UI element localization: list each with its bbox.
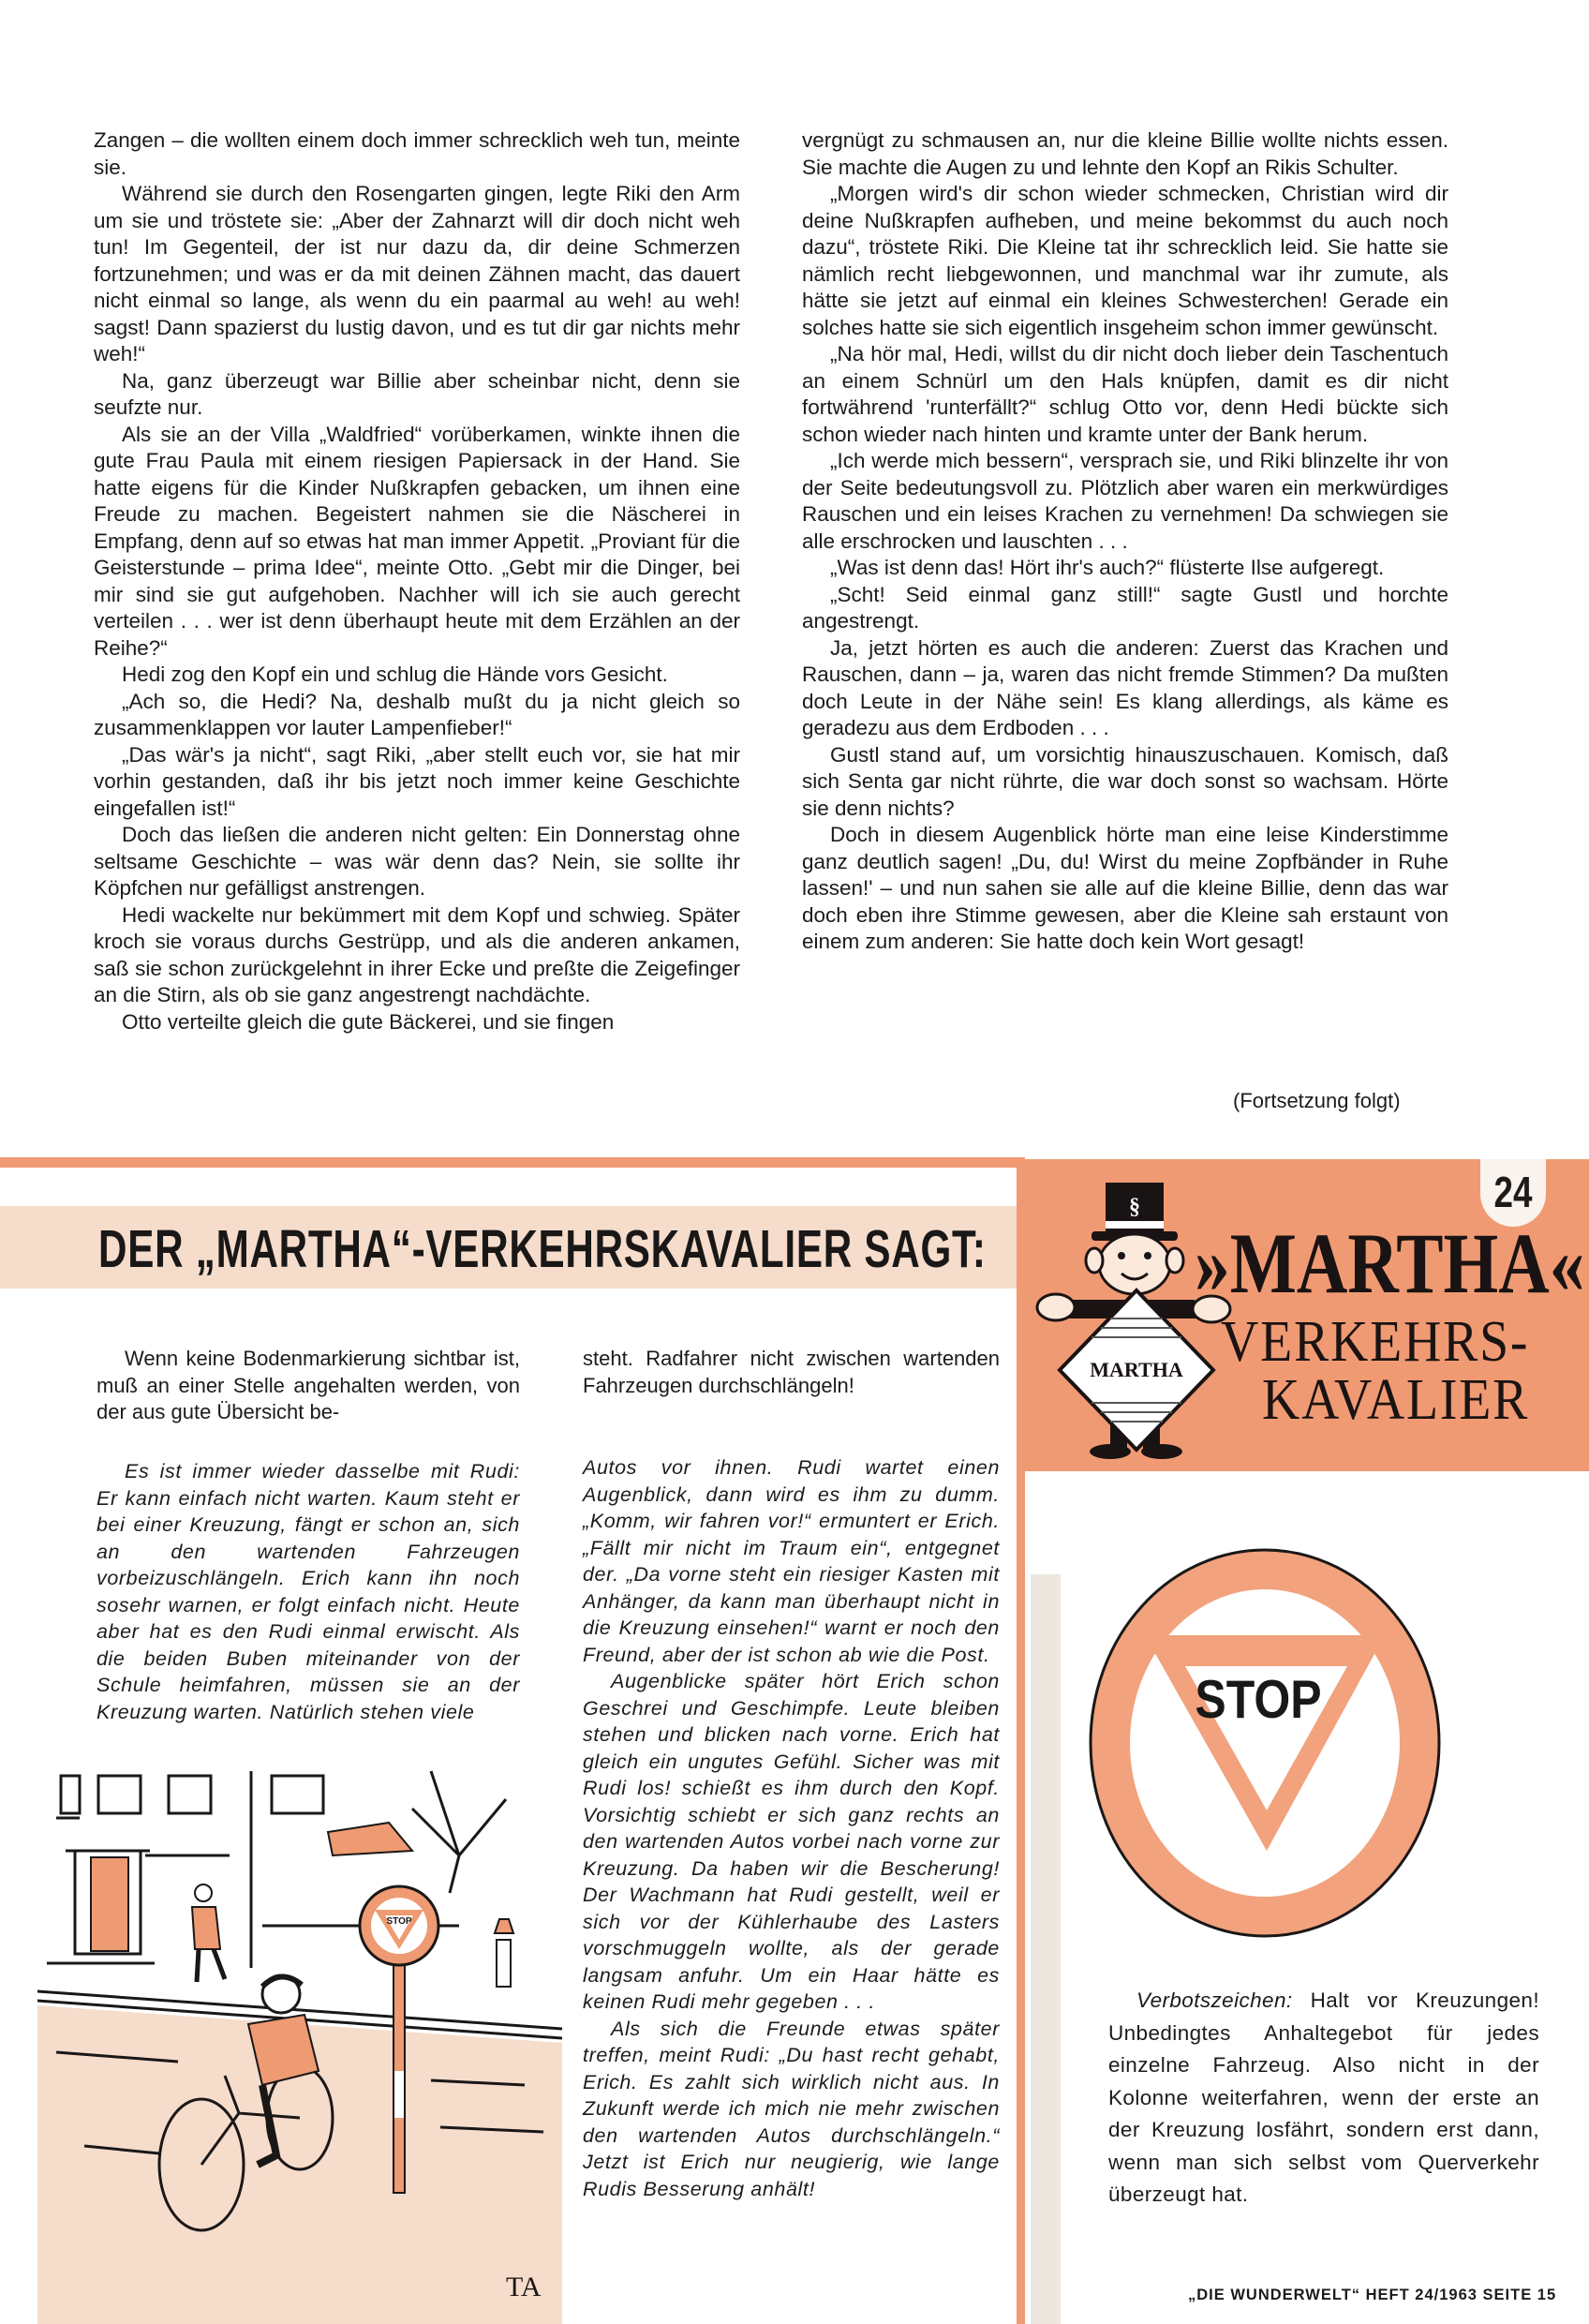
paragraph: Zangen – die wollten einem doch immer schrecklich weh tun, meinte sie.: [94, 128, 740, 179]
paragraph: Otto verteilte gleich die gute Bäckerei, und sie fingen: [122, 1009, 615, 1034]
paragraph: „Ach so, die Hedi? Na, deshalb mußt du ja nicht gleich so zusammenklappen vor lauter Lampenfieber!“: [94, 689, 740, 739]
martha-logo: [1017, 1159, 1589, 1471]
sign-caption: [1108, 1985, 1539, 2212]
paragraph: Augenblicke später hört Erich schon Geschrei und Geschimpfe. Leute bleiben stehen und blicken nach vorne. Erich hat gleich ein ungutes Gefühl. Sicher was mit Rudi los! schießt es ihm durch den Kopf. Vorsichtig schiebt er sich ganz rechts an den wartenden Autos vorbei nach vorne zur Kreuzung. Da haben wir die Bescherung! Der Wachmann hat Rudi gestellt, weil er sich vor der Kühlerhaube des Lasters vorschmuggeln wollte, als der gerade langsam anfuhr. Um ein Haar hätte es keinen Rudi mehr gegeben . . .: [583, 1670, 1000, 2013]
rudi-story-left: [97, 1458, 520, 1725]
logo-line2: KAVALIER: [1262, 1368, 1530, 1432]
paragraph: „Morgen wird's dir schon wieder schmecken, Christian wird dir deine Nußkrapfen aufheben, und meine bekommst du auch noch dazu“, tröstete Riki. Die Kleine tat ihr schrecklich leid. Sie hatte sie nämlich recht liebgewonnen, und manchmal war ihr zumute, als hätte sie jetzt auf einmal ein kleines Schwesterchen! Gerade ein solches hatte sie sich eigentlich insgeheim schon immer gewünscht.: [802, 182, 1448, 339]
paragraph: „Ich werde mich bessern“, versprach sie, und Riki blinzelte ihr von der Seite bedeutungsvoll zu. Plötzlich aber waren ein merkwürdiges Rauschen und ein leises Krachen zu vernehmen! Da schwiegen sie alle erschrocken und lauschten . . .: [802, 449, 1448, 553]
story-right-column: [802, 127, 1448, 956]
side-strip: [1031, 1574, 1061, 2324]
paragraph: Hedi wackelte nur bekümmert mit dem Kopf und schwieg. Später kroch sie voraus durchs Gestrüpp, und als die anderen ankamen, saß sie schon zurückgelehnt in ihrer Ecke und preßte die Zeigefinger an die Stirn, als ob sie ganz angestrengt nachdächte.: [94, 902, 740, 1006]
caption-label: Verbotszeichen:: [1136, 1989, 1293, 2012]
paragraph: Während sie durch den Rosengarten gingen, legte Riki den Arm um sie und tröstete sie: „Aber der Zahnarzt will dir doch nicht weh tun! Im Gegenteil, der ist nur dazu da, dir deine Schmerzen fortzunehmen; und was er da mit deinen Zähnen macht, das dauert nicht einmal so lange, als wenn du ein paarmal au weh! au weh! sagst! Dann spazierst du lustig davon, und es tut dir gar nichts mehr weh!“: [94, 182, 740, 365]
hat-symbol: §: [1129, 1195, 1140, 1219]
paragraph: „Das wär's ja nicht“, sagt Riki, „aber stellt euch vor, sie hat mir vorhin gestanden, daß ihr bis jetzt noch immer keine Geschichte eingefallen ist!“: [94, 742, 740, 820]
story-left-column: [94, 127, 740, 1035]
paragraph: Ja, jetzt hörten es auch die anderen: Zuerst das Krachen und Rauschen, dann – ja, waren das nicht fremde Stimmen? Da mußten doch Leute in der Nähe sein! Es klang allerdings, als käme es geradezu aus dem Erdboden . . .: [802, 635, 1448, 739]
diamond-text: MARTHA: [1090, 1358, 1183, 1381]
paragraph: Als sie an der Villa „Waldfried“ vorüberkamen, winkte ihnen die gute Frau Paula mit einem riesigen Papiersack in der Hand. Sie hatte eigens für die Kinder Nußkrapfen gebacken, um ihnen eine Freude zu machen. Begeistert nahmen sie die Näscherei in Empfang, denn auf so etwas hat man immer Appetit. „Proviant für die Geisterstunde – prima Idee“, meinte Otto. „Gebt mir die Dinger, bei mir sind sie gut aufgehoben. Nachher will ich sie auch gerecht verteilen . . . wer ist denn überhaupt heute mit dem Erzählen an der Reihe?“: [94, 422, 740, 660]
sign-text: STOP: [1195, 1669, 1322, 1730]
paragraph: Es ist immer wieder dasselbe mit Rudi: Er kann einfach nicht warten. Kaum steht er bei einer Kreuzung, fängt er schon an, sich an den wartenden Fahrzeugen vorbeizuschlängeln. Erich kann ihn noch sosehr warnen, er folgt einfach nicht. Heute aber hat es den Rudi einmal erwischt. Als die beiden Buben miteinander von der Schule heimfahren, müssen sie an der Kreuzung warten. Natürlich stehen viele: [97, 1460, 520, 1723]
rudi-story-right: [583, 1454, 1000, 2202]
paragraph: Na, ganz überzeugt war Billie aber scheinbar nicht, denn sie seufzte nur.: [94, 368, 740, 419]
intro-text: Wenn keine Bodenmarkierung sichtbar ist, muß an einer Stelle angehalten werden, von der aus gute Übersicht be-: [97, 1347, 520, 1423]
logo-brand: »MARTHA«: [1195, 1215, 1585, 1311]
continued-note: (Fortsetzung folgt): [1233, 1089, 1401, 1112]
page-footer: „DIE WUNDERWELT“ HEFT 24/1963 SEITE 15: [1188, 2287, 1557, 2303]
feature-title: DER „MARTHA“-VERKEHRSKAVALIER SAGT:: [98, 1219, 987, 1279]
cyclist-illustration: [37, 1762, 562, 2324]
paragraph: Gustl stand auf, um vorsichtig hinauszuschauen. Komisch, daß sich Senta gar nicht rührte, die war doch sonst so wachsam. Hörte sie denn nichts?: [802, 742, 1448, 820]
illustration-sign-text: STOP: [386, 1916, 412, 1927]
paragraph: Hedi zog den Kopf ein und schlug die Hände vors Gesicht.: [122, 663, 668, 686]
paragraph: „Na hör mal, Hedi, willst du dir nicht doch lieber dein Taschentuch an einem Schnürl um den Hals knüpfen, damit es dir nicht fortwährend 'runterfällt?“ schlug Otto vor, denn Hedi bückte sich schon wieder nach hinten und kramte unter der Bank herum.: [802, 342, 1448, 446]
paragraph: vergnügt zu schmausen an, nur die kleine Billie wollte nichts essen. Sie machte die Augen zu und lehnte den Kopf an Rikis Schulter.: [802, 128, 1448, 179]
paragraph: Als sich die Freunde etwas später treffen, meint Rudi: „Du hast recht gehabt, Erich. Es zahlt sich wirklich nicht aus. In Zukunft werde ich mich nie mehr zwischen den wartenden Autos durchschlängeln.“ Jetzt ist Erich nur neugierig, wie lange Rudis Besserung anhält!: [583, 2017, 1000, 2200]
paragraph: „Scht! Seid einmal ganz still!“ sagte Gustl und horchte angestrengt.: [802, 582, 1448, 633]
logo-line1: VERKEHRS-: [1221, 1310, 1530, 1374]
divider-rule: [0, 1157, 1021, 1168]
intro-left: [97, 1346, 520, 1426]
paragraph: Doch in diesem Augenblick hörte man eine leise Kinderstimme ganz deutlich sagen! „Du, du! Wirst du meine Zopfbänder in Ruhe lassen!' – und nun sahen sie alle auf die kleine Billie, denn das war doch eben ihre Stimme gewesen, aber die Kleine sah erstaunt von einem zum anderen: Sie hatte doch kein Wort gesagt!: [802, 823, 1448, 953]
stop-sign-icon: [1087, 1546, 1443, 1940]
caption-text: Halt vor Kreuzungen! Unbedingtes Anhaltegebot für jedes einzelne Fahrzeug. Also nicht in der Kolonne weiterfahren, wenn der erste an der Kreuzung losfährt, sondern erst dann, wenn man sich selbst vom Querverkehr überzeugt hat.: [1108, 1989, 1539, 2206]
paragraph: Doch das ließen die anderen nicht gelten: Ein Donnerstag ohne seltsame Geschichte – was wär denn das? Nein, sie sollte ihr Köpfchen nur gefälligst anstrengen.: [94, 823, 740, 900]
intro-text: steht. Radfahrer nicht zwischen wartenden Fahrzeugen durchschlängeln!: [583, 1347, 1000, 1397]
intro-right: [583, 1346, 1000, 1399]
illustrator-signature: TA: [506, 2272, 542, 2302]
paragraph: Autos vor ihnen. Rudi wartet einen Augenblick, dann wird es ihm zu dumm. „Komm, wir fahren vor!“ ermuntert er Erich. „Fällt mir nicht im Traum ein“, entgegnet der. „Da vorne steht ein riesiger Kasten mit Anhänger, da kann man überhaupt nicht in die Kreuzung einsehen!“ warnt er noch den Freund, aber der ist schon ab wie die Post.: [583, 1456, 1000, 1666]
paragraph: „Was ist denn das! Hört ihr's auch?“ flüsterte Ilse aufgeregt.: [830, 556, 1385, 579]
issue-number: 24: [1493, 1168, 1533, 1216]
